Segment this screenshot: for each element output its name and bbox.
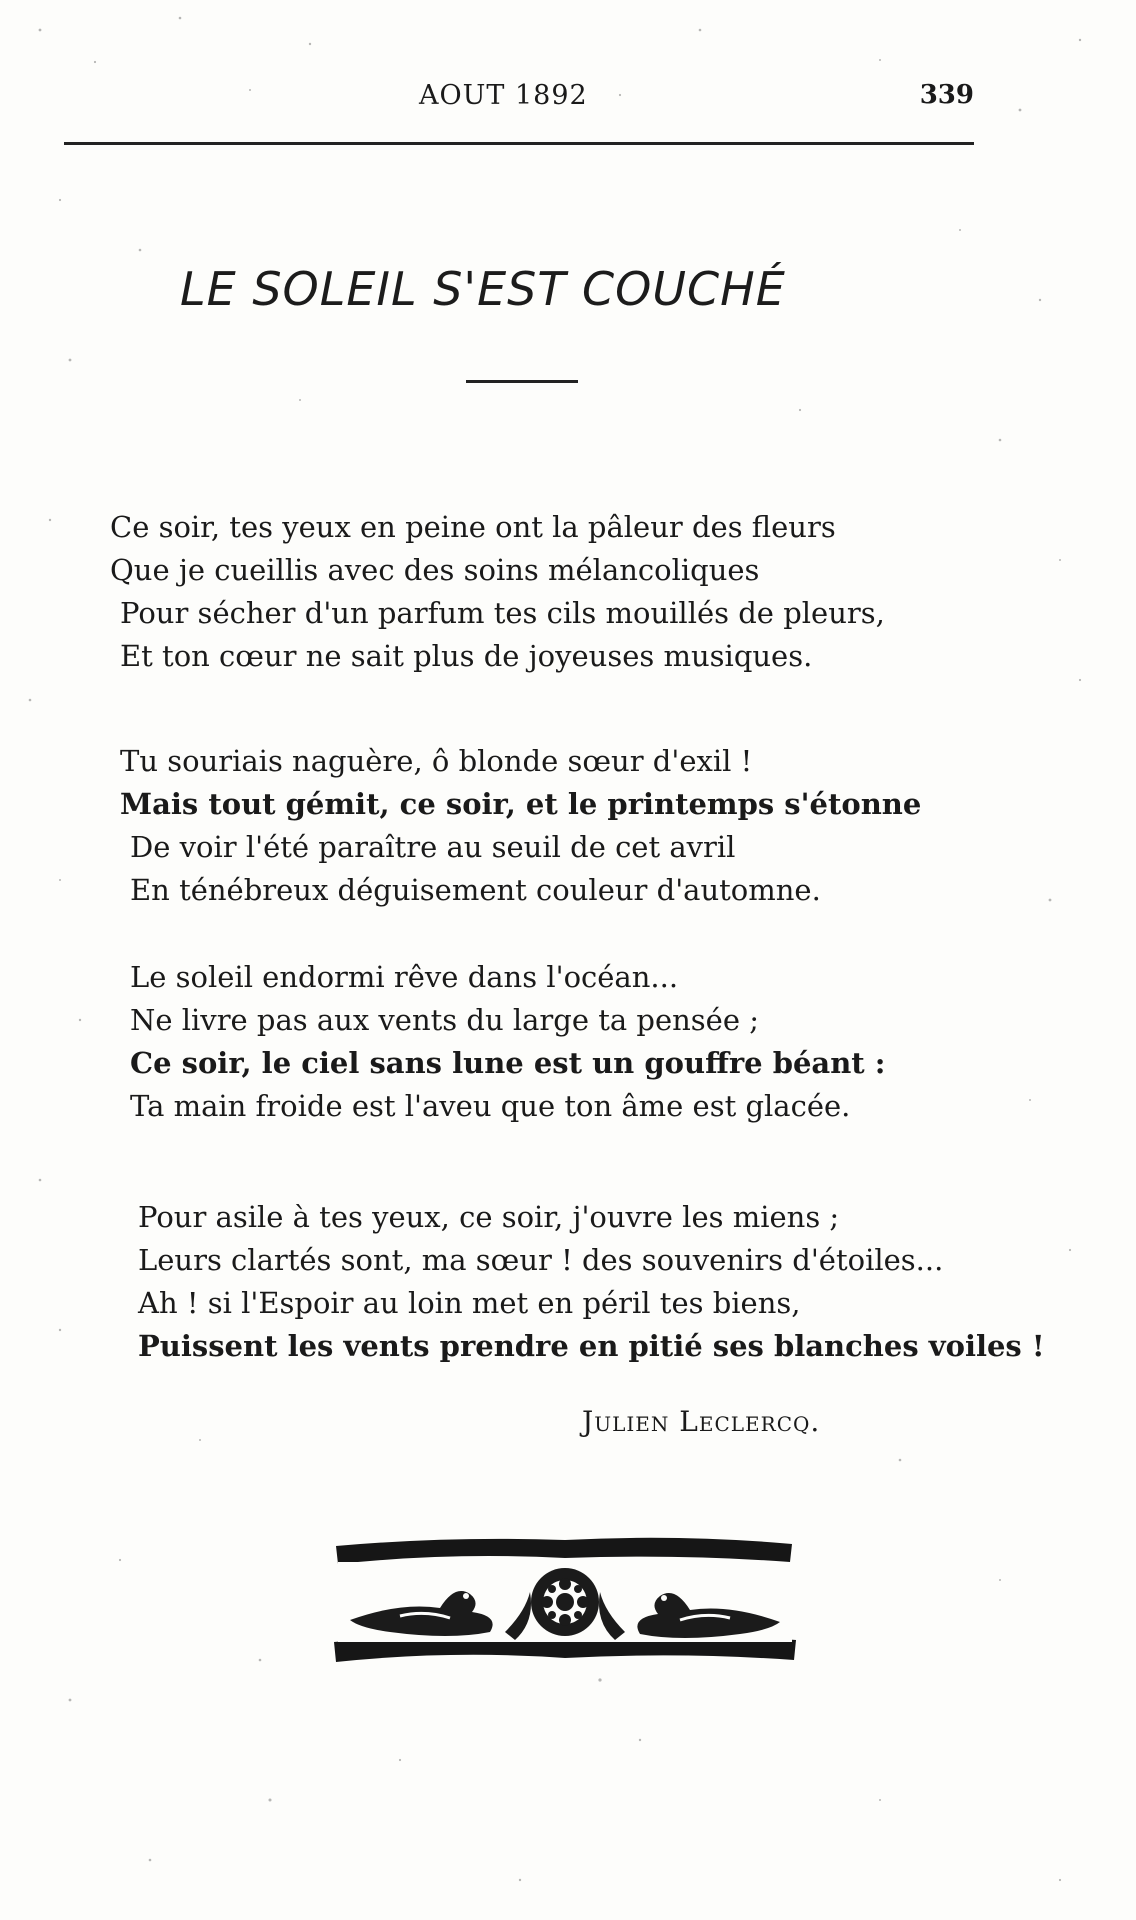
header-rule <box>64 142 974 145</box>
verse-line: Leurs clartés sont, ma sœur ! des souvenirs d'étoiles... <box>138 1243 944 1277</box>
verse-line: En ténébreux déguisement couleur d'automne. <box>130 873 821 907</box>
title-rule <box>466 380 578 383</box>
verse-line: Ce soir, tes yeux en peine ont la pâleur des fleurs <box>110 510 836 544</box>
verse-line: Tu souriais naguère, ô blonde sœur d'exil ! <box>120 744 753 778</box>
stanza-3 <box>130 956 1030 1128</box>
verse-line: Le soleil endormi rêve dans l'océan... <box>130 960 679 994</box>
verse-line: De voir l'été paraître au seuil de cet avril <box>130 830 736 864</box>
verse-line: Pour asile à tes yeux, ce soir, j'ouvre les miens ; <box>138 1200 840 1234</box>
verse-line: Mais tout gémit, ce soir, et le printemps s'étonne <box>120 787 922 821</box>
verse-line: Ne livre pas aux vents du large ta pensée ; <box>130 1003 759 1037</box>
page-number: 339 <box>919 80 974 110</box>
birds-tailpiece-ornament-icon <box>330 1532 800 1672</box>
verse-line: Pour sécher d'un parfum tes cils mouillés de pleurs, <box>120 596 885 630</box>
running-head <box>64 72 974 120</box>
running-title: AOUT 1892 <box>419 80 588 111</box>
verse-line: Ah ! si l'Espoir au loin met en péril tes biens, <box>138 1286 801 1320</box>
verse-line: Puissent les vents prendre en pitié ses blanches voiles ! <box>138 1329 1045 1363</box>
stanza-4 <box>138 1196 1045 1368</box>
verse-line: Ce soir, le ciel sans lune est un gouffre béant : <box>130 1046 886 1080</box>
author-signature: Julien Leclercq. <box>582 1405 821 1438</box>
stanza-1 <box>110 506 1010 678</box>
poem-title: LE SOLEIL S'EST COUCHÉ <box>180 262 786 316</box>
verse-line: Et ton cœur ne sait plus de joyeuses musiques. <box>120 639 813 673</box>
stanza-2 <box>110 740 1010 912</box>
verse-line: Ta main froide est l'aveu que ton âme est glacée. <box>130 1089 851 1123</box>
verse-line: Que je cueillis avec des soins mélancoliques <box>110 553 760 587</box>
